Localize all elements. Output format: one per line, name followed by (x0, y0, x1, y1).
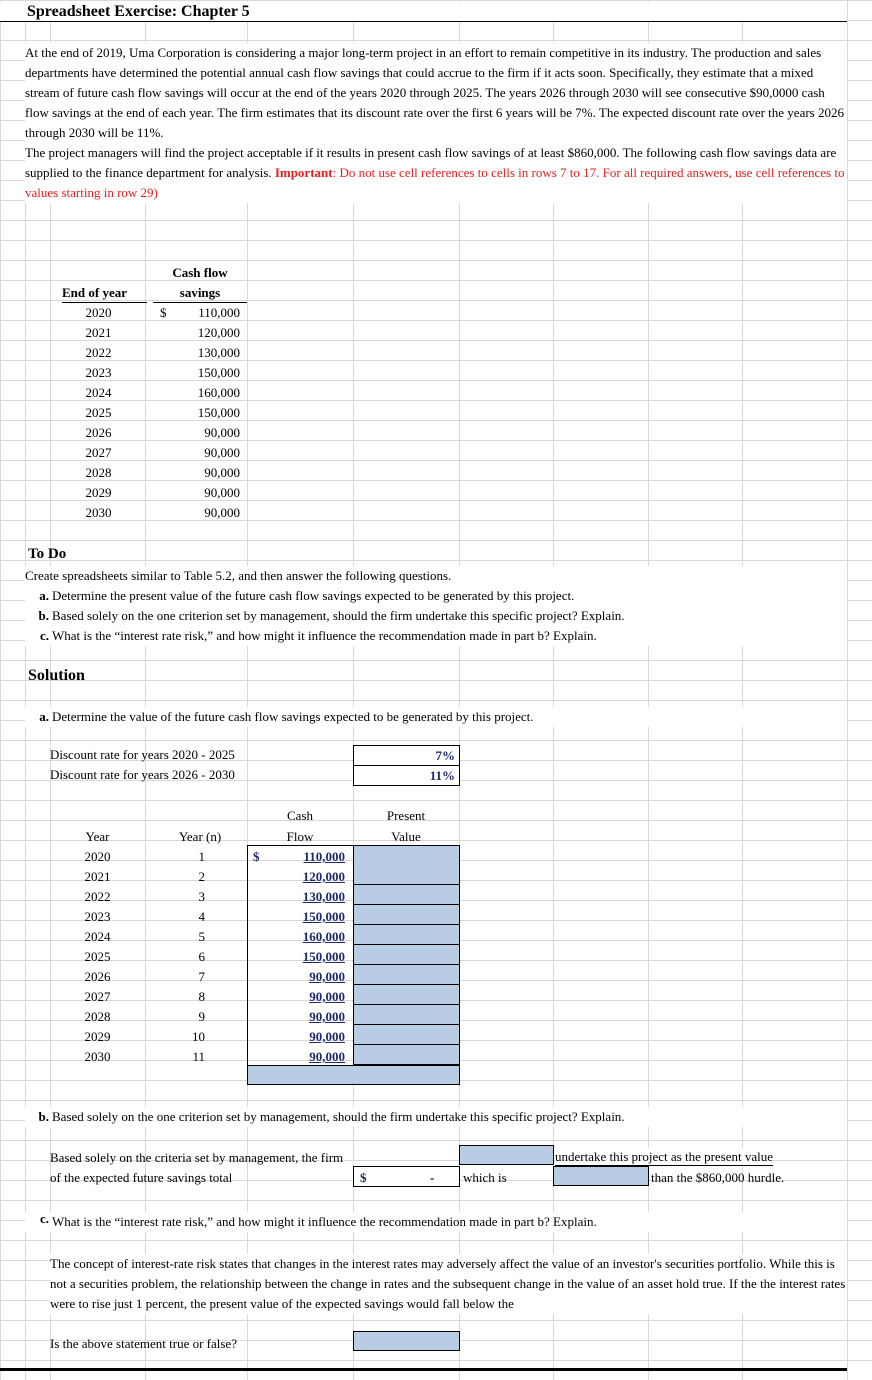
pv-row-n: 6 (198, 949, 205, 964)
pv-row-present-value-cell[interactable] (353, 945, 460, 965)
pv-row-present-value-cell[interactable] (353, 1045, 460, 1065)
data-row-year: 2027 (85, 445, 112, 460)
pv-row-cash-flow[interactable]: 90,000 (309, 969, 345, 984)
pv-row-year: 2029 (84, 1029, 111, 1044)
solution-c-letter: c. (39, 1211, 49, 1226)
pv-row-n: 11 (192, 1049, 205, 1064)
solution-b-text: Based solely on the one criterion set by management, should the firm undertake this specific project? Explain. (52, 1109, 625, 1124)
important-label: Important (274, 165, 333, 180)
b-answer-line1: Based solely on the criteria set by management, the firm (50, 1150, 344, 1165)
pv-row-n: 5 (198, 929, 205, 944)
data-row-cash-flow: 90,000 (204, 505, 240, 520)
data-row-year: 2024 (85, 385, 112, 400)
pv-row-cash-flow[interactable]: 130,000 (302, 889, 345, 904)
cash-header-line2: Flow (286, 829, 314, 844)
todo-item-letter: a. (39, 588, 49, 603)
pv-row-cash-flow[interactable]: 110,000 (303, 849, 345, 864)
pv-row-year: 2022 (84, 889, 111, 904)
pv-row-year: 2021 (84, 869, 111, 884)
pv-currency-symbol: $ (253, 849, 260, 864)
pv-row-present-value-cell[interactable] (353, 1025, 460, 1045)
todo-item-letter: c. (39, 628, 49, 643)
data-row-year: 2020 (85, 305, 112, 320)
data-row-year: 2022 (85, 345, 112, 360)
b-which-is: which is (463, 1170, 507, 1185)
rate1-value[interactable]: 7% (435, 748, 455, 763)
todo-instruction: Create spreadsheets similar to Table 5.2, and then answer the following questions. (25, 566, 847, 586)
todo-heading: To Do (28, 546, 67, 562)
todo-item (25, 586, 847, 606)
pv-row-present-value-cell[interactable] (353, 925, 460, 945)
pv-row-n: 4 (198, 909, 205, 924)
pv-row-year: 2030 (84, 1049, 111, 1064)
todo-item-letter: b. (38, 608, 49, 623)
data-row-cash-flow: 110,000 (198, 305, 240, 320)
solution-b-letter: b. (38, 1109, 49, 1124)
data-row-cash-flow: 160,000 (197, 385, 240, 400)
should-should-not-input[interactable] (459, 1145, 554, 1165)
data-row-year: 2025 (85, 405, 112, 420)
todo-item (25, 626, 847, 646)
rate1-label: Discount rate for years 2020 - 2025 (50, 747, 235, 762)
solution-b-question (25, 1107, 847, 1127)
data-row-cash-flow: 120,000 (197, 325, 240, 340)
pv-row-n: 7 (198, 969, 205, 984)
b-answer-line1-tail: undertake this project as the present value (555, 1149, 774, 1164)
pv-row-cash-flow[interactable]: 90,000 (309, 989, 345, 1004)
cash-flow-header-line2: savings (153, 283, 247, 303)
pv-row-n: 8 (198, 989, 205, 1004)
pv-header-line1: Present (386, 808, 426, 823)
pv-row-n: 10 (192, 1029, 205, 1044)
data-row-cash-flow: 90,000 (204, 485, 240, 500)
pv-row-year: 2025 (84, 949, 111, 964)
data-row-cash-flow: 90,000 (204, 445, 240, 460)
pv-total-reference-cell[interactable] (353, 1166, 460, 1187)
pv-row-year: 2023 (84, 909, 111, 924)
end-of-year-header: End of year (62, 283, 147, 303)
intro-paragraph-2-lead: The project managers will find the project acceptable if it results in present cash flow savings of at least $860,000. The following cash flow savings data are supplied to the finance department for analysis. (25, 145, 837, 180)
solution-c-question (25, 1212, 847, 1232)
intro-paragraph-1: At the end of 2019, Uma Corporation is considering a major long-term project in an effort to remain competitive in its industry. The production and sales departments have determined the potential annual cash flow savings that could accrue to the firm if it acts soon. Specifically, they estimate that a mixed stream of future cash flow savings will occur at the end of the years 2020 through 2025. The years 2026 through 2030 will see consecutive $90,0000 cash flow savings at the end of each year. The firm estimates that its discount rate over the first 6 years will be 7%. The expected discount rate over the years 2026 through 2030 will be 11%. (25, 43, 847, 143)
data-row-year: 2021 (85, 325, 112, 340)
b-dollar-sign: $ (360, 1170, 367, 1185)
data-row-cash-flow: 90,000 (204, 425, 240, 440)
pv-row-n: 9 (198, 1009, 205, 1024)
intro-paragraph-2 (25, 143, 847, 203)
data-row-year: 2028 (85, 465, 112, 480)
cash-flow-header-line1: Cash flow (172, 265, 228, 280)
data-row-cash-flow: 130,000 (197, 345, 240, 360)
data-row-year: 2029 (85, 485, 112, 500)
solution-a-text: Determine the value of the future cash flow savings expected to be generated by this project. (52, 709, 534, 724)
pv-row-cash-flow[interactable]: 90,000 (309, 1009, 345, 1024)
pv-header-line2: Value (391, 829, 421, 844)
year-n-header: Year (n) (178, 829, 222, 844)
pv-row-cash-flow[interactable]: 150,000 (302, 949, 345, 964)
pv-row-year: 2020 (84, 849, 111, 864)
todo-item-text: Determine the present value of the future cash flow savings expected to be generated by this project. (52, 588, 575, 603)
bottom-border (0, 1368, 847, 1371)
interest-rate-risk-paragraph: The concept of interest-rate risk states that changes in the interest rates may adversely affect the value of an investor's securities portfolio. While this is not a securities problem, the relationship between the change in rates and the subsequent change in the value of an asset hold true. If the the interest rates were to rise just 1 percent, the present value of the expected savings would fall below the (50, 1254, 847, 1314)
solution-a-letter: a. (39, 709, 49, 724)
pv-row-year: 2024 (84, 929, 111, 944)
data-row-cash-flow: 150,000 (197, 405, 240, 420)
sheet-title: Spreadsheet Exercise: Chapter 5 (0, 2, 847, 22)
pv-row-year: 2027 (84, 989, 111, 1004)
b-answer-line2-tail: than the $860,000 hurdle. (651, 1170, 785, 1185)
todo-item-text: What is the “interest rate risk,” and how might it influence the recommendation made in part b? Explain. (52, 628, 597, 643)
data-row-year: 2023 (85, 365, 112, 380)
true-false-input[interactable] (353, 1331, 460, 1351)
pv-row-present-value-cell[interactable] (353, 885, 460, 905)
year-header: Year (85, 829, 110, 844)
cash-header-line1: Cash (287, 808, 313, 823)
pv-row-year: 2026 (84, 969, 111, 984)
b-dash-value: - (430, 1170, 435, 1185)
todo-item-text: Based solely on the one criterion set by management, should the firm undertake this specific project? Explain. (52, 608, 625, 623)
pv-row-present-value-cell[interactable] (353, 965, 460, 985)
solution-c-text: What is the “interest rate risk,” and how might it influence the recommendation made in part b? Explain. (52, 1214, 597, 1229)
data-row-year: 2026 (85, 425, 112, 440)
pv-total-cell[interactable] (247, 1065, 460, 1085)
greater-less-input[interactable] (553, 1166, 649, 1186)
pv-row-n: 1 (198, 849, 205, 864)
pv-row-present-value-cell[interactable] (353, 845, 460, 866)
pv-row-cash-flow[interactable]: 160,000 (302, 929, 345, 944)
pv-row-n: 2 (198, 869, 205, 884)
todo-item (25, 606, 847, 626)
pv-row-cash-flow[interactable]: 90,000 (309, 1029, 345, 1044)
data-row-cash-flow: 150,000 (197, 365, 240, 380)
pv-row-cash-flow[interactable]: 90,000 (309, 1049, 345, 1064)
rate2-value[interactable]: 11% (429, 768, 455, 783)
data-row-cash-flow: 90,000 (204, 465, 240, 480)
pv-row-cash-flow[interactable]: 120,000 (302, 869, 345, 884)
pv-row-present-value-cell[interactable] (353, 865, 460, 885)
important-note: : Do not use cell references to cells in rows 7 to 17. For all required answers, use cell references to values starting in row 29) (25, 165, 845, 200)
true-false-question: Is the above statement true or false? (50, 1336, 237, 1351)
data-currency-symbol: $ (160, 305, 167, 320)
pv-row-present-value-cell[interactable] (353, 905, 460, 925)
b-answer-line2: of the expected future savings total (50, 1170, 233, 1185)
solution-a-question (25, 707, 847, 727)
pv-row-present-value-cell[interactable] (353, 1005, 460, 1025)
pv-row-present-value-cell[interactable] (353, 985, 460, 1005)
rate2-label: Discount rate for years 2026 - 2030 (50, 767, 235, 782)
solution-heading: Solution (28, 667, 85, 684)
pv-row-year: 2028 (84, 1009, 111, 1024)
pv-row-cash-flow[interactable]: 150,000 (302, 909, 345, 924)
data-row-year: 2030 (85, 505, 112, 520)
pv-row-n: 3 (198, 889, 205, 904)
